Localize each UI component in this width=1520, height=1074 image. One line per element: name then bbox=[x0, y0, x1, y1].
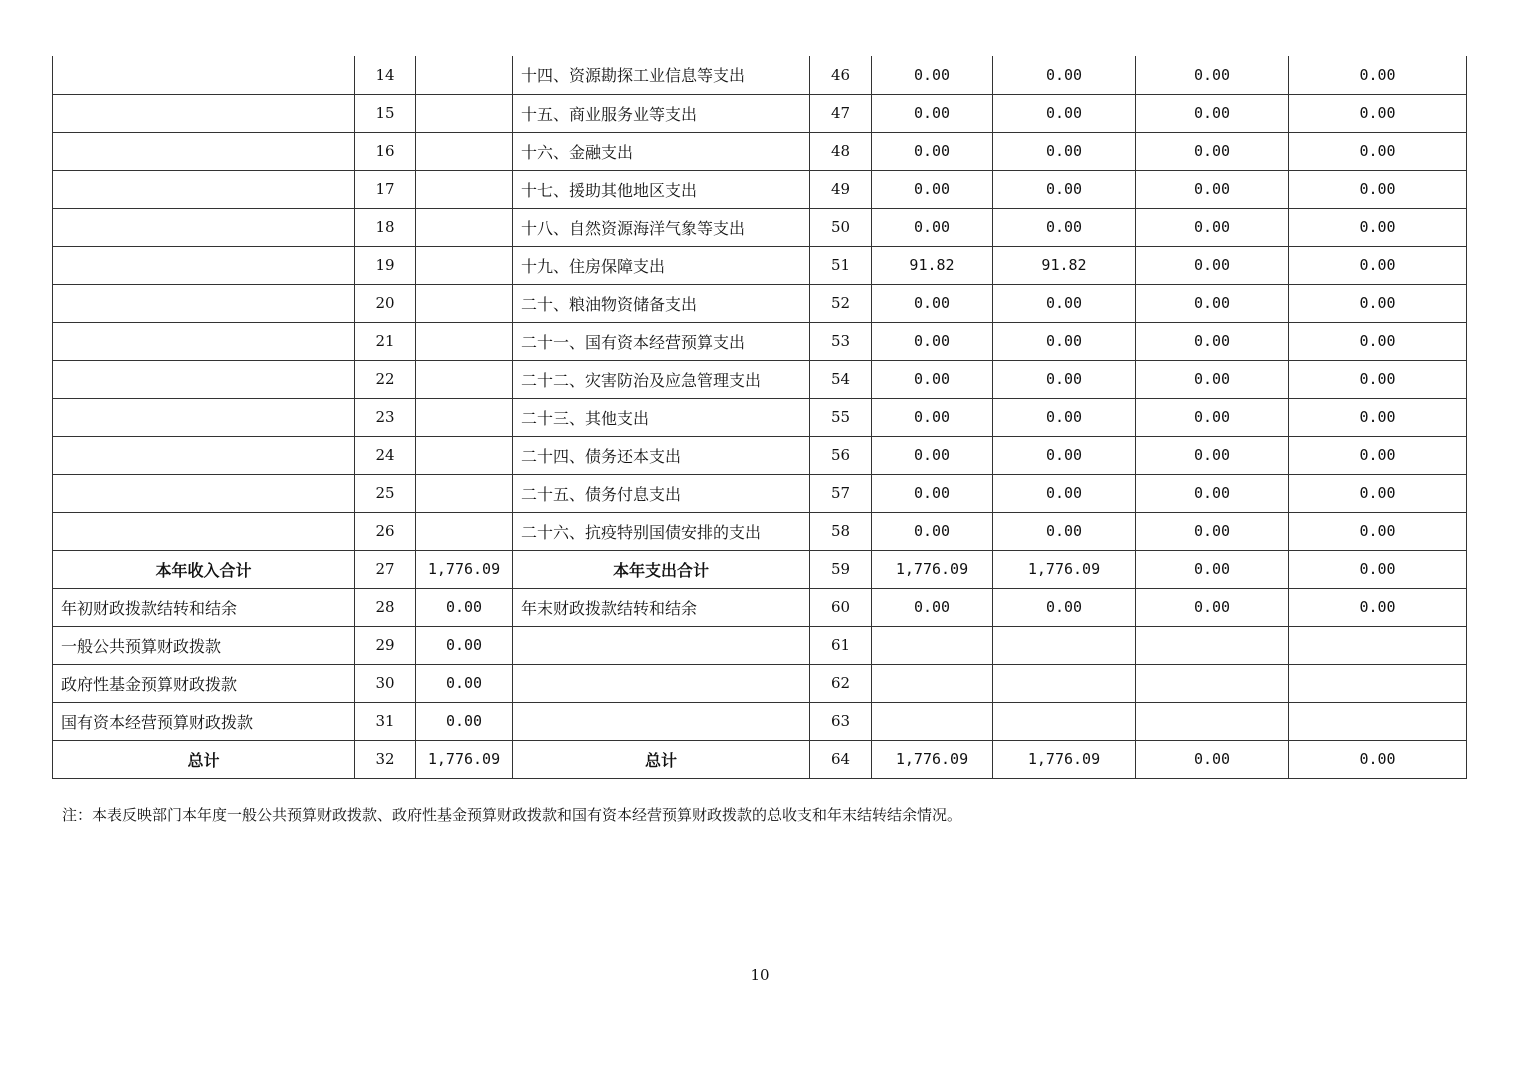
gov-fund-value: 0.00 bbox=[1136, 474, 1289, 512]
income-line-no: 21 bbox=[355, 322, 416, 360]
expense-item: 二十一、国有资本经营预算支出 bbox=[513, 322, 810, 360]
gov-fund-value: 0.00 bbox=[1136, 246, 1289, 284]
empty-cell bbox=[53, 208, 355, 246]
empty-cell bbox=[53, 322, 355, 360]
grand-expense-v4: 0.00 bbox=[1289, 740, 1467, 778]
empty-cell bbox=[416, 170, 513, 208]
empty-cell bbox=[53, 246, 355, 284]
empty-cell bbox=[416, 474, 513, 512]
expense-total: 0.00 bbox=[872, 284, 993, 322]
carryover-expense-v2: 0.00 bbox=[993, 588, 1136, 626]
empty-cell bbox=[416, 246, 513, 284]
sub-row-value: 0.00 bbox=[416, 702, 513, 740]
state-capital-value: 0.00 bbox=[1289, 246, 1467, 284]
annual-income-no: 27 bbox=[355, 550, 416, 588]
annual-expense-v1: 1,776.09 bbox=[872, 550, 993, 588]
empty-cell bbox=[53, 398, 355, 436]
sub-row-no: 29 bbox=[355, 626, 416, 664]
income-line-no: 14 bbox=[355, 56, 416, 94]
expense-total: 0.00 bbox=[872, 436, 993, 474]
state-capital-value: 0.00 bbox=[1289, 474, 1467, 512]
table-row bbox=[53, 170, 1467, 208]
expense-line-no: 54 bbox=[810, 360, 872, 398]
grand-expense-label: 总计 bbox=[513, 740, 810, 778]
expense-line-no: 49 bbox=[810, 170, 872, 208]
table-row bbox=[53, 94, 1467, 132]
empty-cell bbox=[416, 208, 513, 246]
expense-line-no: 51 bbox=[810, 246, 872, 284]
grand-income-value: 1,776.09 bbox=[416, 740, 513, 778]
general-budget-value: 0.00 bbox=[993, 170, 1136, 208]
state-capital-value: 0.00 bbox=[1289, 208, 1467, 246]
income-line-no: 18 bbox=[355, 208, 416, 246]
gov-fund-value: 0.00 bbox=[1136, 94, 1289, 132]
table-row bbox=[53, 246, 1467, 284]
expense-item: 二十五、债务付息支出 bbox=[513, 474, 810, 512]
expense-line-no: 46 bbox=[810, 56, 872, 94]
carryover-income-value: 0.00 bbox=[416, 588, 513, 626]
expense-item: 十八、自然资源海洋气象等支出 bbox=[513, 208, 810, 246]
annual-expense-label: 本年支出合计 bbox=[513, 550, 810, 588]
table-row bbox=[53, 284, 1467, 322]
sub-row-label: 政府性基金预算财政拨款 bbox=[53, 664, 355, 702]
expense-line-no: 56 bbox=[810, 436, 872, 474]
empty-cell bbox=[513, 664, 810, 702]
gov-fund-value: 0.00 bbox=[1136, 132, 1289, 170]
general-budget-value: 0.00 bbox=[993, 284, 1136, 322]
empty-cell bbox=[416, 284, 513, 322]
empty-cell bbox=[993, 626, 1136, 664]
empty-cell bbox=[1289, 664, 1467, 702]
state-capital-value: 0.00 bbox=[1289, 512, 1467, 550]
expense-line-no: 57 bbox=[810, 474, 872, 512]
income-line-no: 20 bbox=[355, 284, 416, 322]
gov-fund-value: 0.00 bbox=[1136, 284, 1289, 322]
expense-total: 91.82 bbox=[872, 246, 993, 284]
income-line-no: 15 bbox=[355, 94, 416, 132]
general-budget-value: 0.00 bbox=[993, 322, 1136, 360]
state-capital-value: 0.00 bbox=[1289, 322, 1467, 360]
expense-item: 二十三、其他支出 bbox=[513, 398, 810, 436]
expense-item: 十四、资源勘探工业信息等支出 bbox=[513, 56, 810, 94]
sub-row bbox=[53, 702, 1467, 740]
gov-fund-value: 0.00 bbox=[1136, 170, 1289, 208]
income-line-no: 25 bbox=[355, 474, 416, 512]
grand-expense-v2: 1,776.09 bbox=[993, 740, 1136, 778]
state-capital-value: 0.00 bbox=[1289, 398, 1467, 436]
general-budget-value: 0.00 bbox=[993, 56, 1136, 94]
state-capital-value: 0.00 bbox=[1289, 284, 1467, 322]
annual-expense-v4: 0.00 bbox=[1289, 550, 1467, 588]
summary-rows bbox=[53, 550, 1467, 778]
empty-cell bbox=[872, 626, 993, 664]
expense-line-no: 55 bbox=[810, 398, 872, 436]
grand-income-label: 总计 bbox=[53, 740, 355, 778]
grand-expense-no: 64 bbox=[810, 740, 872, 778]
empty-cell bbox=[53, 474, 355, 512]
table-row bbox=[53, 360, 1467, 398]
sub-row-label: 一般公共预算财政拨款 bbox=[53, 626, 355, 664]
expense-item: 十五、商业服务业等支出 bbox=[513, 94, 810, 132]
gov-fund-value: 0.00 bbox=[1136, 56, 1289, 94]
empty-cell bbox=[513, 702, 810, 740]
expense-line-no: 47 bbox=[810, 94, 872, 132]
general-budget-value: 0.00 bbox=[993, 512, 1136, 550]
annual-expense-no: 59 bbox=[810, 550, 872, 588]
empty-cell bbox=[53, 170, 355, 208]
expense-item: 二十、粮油物资储备支出 bbox=[513, 284, 810, 322]
table-row bbox=[53, 436, 1467, 474]
empty-cell bbox=[513, 626, 810, 664]
gov-fund-value: 0.00 bbox=[1136, 436, 1289, 474]
empty-cell bbox=[416, 56, 513, 94]
general-budget-value: 0.00 bbox=[993, 398, 1136, 436]
expense-item: 二十二、灾害防治及应急管理支出 bbox=[513, 360, 810, 398]
general-budget-value: 0.00 bbox=[993, 94, 1136, 132]
carryover-expense-label: 年末财政拨款结转和结余 bbox=[513, 588, 810, 626]
income-line-no: 22 bbox=[355, 360, 416, 398]
table-row bbox=[53, 474, 1467, 512]
income-line-no: 24 bbox=[355, 436, 416, 474]
income-line-no: 26 bbox=[355, 512, 416, 550]
general-budget-value: 0.00 bbox=[993, 132, 1136, 170]
carryover-expense-v1: 0.00 bbox=[872, 588, 993, 626]
empty-cell bbox=[53, 436, 355, 474]
expense-total: 0.00 bbox=[872, 398, 993, 436]
empty-cell bbox=[993, 664, 1136, 702]
state-capital-value: 0.00 bbox=[1289, 132, 1467, 170]
empty-cell bbox=[53, 360, 355, 398]
carryover-expense-no: 60 bbox=[810, 588, 872, 626]
income-line-no: 19 bbox=[355, 246, 416, 284]
empty-cell bbox=[1289, 626, 1467, 664]
expense-total: 0.00 bbox=[872, 512, 993, 550]
general-budget-value: 0.00 bbox=[993, 208, 1136, 246]
sub-row bbox=[53, 626, 1467, 664]
carryover-expense-v3: 0.00 bbox=[1136, 588, 1289, 626]
empty-cell bbox=[53, 132, 355, 170]
sub-row-right-no: 62 bbox=[810, 664, 872, 702]
page-number: 10 bbox=[750, 966, 770, 984]
finance-table bbox=[52, 56, 1467, 779]
expense-rows bbox=[53, 56, 1467, 550]
general-budget-value: 0.00 bbox=[993, 360, 1136, 398]
sub-row-label: 国有资本经营预算财政拨款 bbox=[53, 702, 355, 740]
expense-total: 0.00 bbox=[872, 360, 993, 398]
state-capital-value: 0.00 bbox=[1289, 170, 1467, 208]
carryover-income-no: 28 bbox=[355, 588, 416, 626]
empty-cell bbox=[53, 94, 355, 132]
empty-cell bbox=[1136, 626, 1289, 664]
state-capital-value: 0.00 bbox=[1289, 360, 1467, 398]
empty-cell bbox=[1136, 702, 1289, 740]
expense-total: 0.00 bbox=[872, 56, 993, 94]
sub-row-right-no: 61 bbox=[810, 626, 872, 664]
table-row bbox=[53, 322, 1467, 360]
carryover-income-label: 年初财政拨款结转和结余 bbox=[53, 588, 355, 626]
sub-row-no: 30 bbox=[355, 664, 416, 702]
gov-fund-value: 0.00 bbox=[1136, 512, 1289, 550]
general-budget-value: 91.82 bbox=[993, 246, 1136, 284]
gov-fund-value: 0.00 bbox=[1136, 208, 1289, 246]
expense-line-no: 53 bbox=[810, 322, 872, 360]
sub-row-value: 0.00 bbox=[416, 626, 513, 664]
gov-fund-value: 0.00 bbox=[1136, 360, 1289, 398]
empty-cell bbox=[53, 284, 355, 322]
expense-item: 十九、住房保障支出 bbox=[513, 246, 810, 284]
annual-expense-v3: 0.00 bbox=[1136, 550, 1289, 588]
empty-cell bbox=[416, 132, 513, 170]
sub-row-value: 0.00 bbox=[416, 664, 513, 702]
empty-cell bbox=[416, 360, 513, 398]
annual-income-label: 本年收入合计 bbox=[53, 550, 355, 588]
expense-total: 0.00 bbox=[872, 208, 993, 246]
expense-item: 十七、援助其他地区支出 bbox=[513, 170, 810, 208]
expense-total: 0.00 bbox=[872, 474, 993, 512]
gov-fund-value: 0.00 bbox=[1136, 322, 1289, 360]
empty-cell bbox=[872, 702, 993, 740]
income-line-no: 17 bbox=[355, 170, 416, 208]
table-row bbox=[53, 398, 1467, 436]
empty-cell bbox=[872, 664, 993, 702]
sub-row-no: 31 bbox=[355, 702, 416, 740]
expense-total: 0.00 bbox=[872, 322, 993, 360]
expense-line-no: 52 bbox=[810, 284, 872, 322]
empty-cell bbox=[1289, 702, 1467, 740]
state-capital-value: 0.00 bbox=[1289, 436, 1467, 474]
grand-expense-v1: 1,776.09 bbox=[872, 740, 993, 778]
carryover-row bbox=[53, 588, 1467, 626]
expense-item: 十六、金融支出 bbox=[513, 132, 810, 170]
empty-cell bbox=[416, 436, 513, 474]
empty-cell bbox=[416, 322, 513, 360]
table-row bbox=[53, 132, 1467, 170]
empty-cell bbox=[993, 702, 1136, 740]
table-row bbox=[53, 512, 1467, 550]
empty-cell bbox=[416, 512, 513, 550]
annual-expense-v2: 1,776.09 bbox=[993, 550, 1136, 588]
annual-total-row bbox=[53, 550, 1467, 588]
expense-total: 0.00 bbox=[872, 132, 993, 170]
expense-total: 0.00 bbox=[872, 170, 993, 208]
grand-income-no: 32 bbox=[355, 740, 416, 778]
empty-cell bbox=[53, 512, 355, 550]
expense-line-no: 50 bbox=[810, 208, 872, 246]
sub-row-right-no: 63 bbox=[810, 702, 872, 740]
general-budget-value: 0.00 bbox=[993, 474, 1136, 512]
income-line-no: 16 bbox=[355, 132, 416, 170]
state-capital-value: 0.00 bbox=[1289, 56, 1467, 94]
grand-expense-v3: 0.00 bbox=[1136, 740, 1289, 778]
expense-line-no: 58 bbox=[810, 512, 872, 550]
sub-row bbox=[53, 664, 1467, 702]
expense-total: 0.00 bbox=[872, 94, 993, 132]
general-budget-value: 0.00 bbox=[993, 436, 1136, 474]
empty-cell bbox=[416, 398, 513, 436]
income-line-no: 23 bbox=[355, 398, 416, 436]
gov-fund-value: 0.00 bbox=[1136, 398, 1289, 436]
table-note: 注：本表反映部门本年度一般公共预算财政拨款、政府性基金预算财政拨款和国有资本经营预算财政拨款的总收支和年末结转结余情况。 bbox=[62, 806, 963, 824]
state-capital-value: 0.00 bbox=[1289, 94, 1467, 132]
empty-cell bbox=[1136, 664, 1289, 702]
empty-cell bbox=[416, 94, 513, 132]
empty-cell bbox=[53, 56, 355, 94]
table-row bbox=[53, 208, 1467, 246]
carryover-expense-v4: 0.00 bbox=[1289, 588, 1467, 626]
annual-income-value: 1,776.09 bbox=[416, 550, 513, 588]
expense-line-no: 48 bbox=[810, 132, 872, 170]
grand-total-row bbox=[53, 740, 1467, 778]
expense-item: 二十六、抗疫特别国债安排的支出 bbox=[513, 512, 810, 550]
expense-item: 二十四、债务还本支出 bbox=[513, 436, 810, 474]
table-row bbox=[53, 56, 1467, 94]
